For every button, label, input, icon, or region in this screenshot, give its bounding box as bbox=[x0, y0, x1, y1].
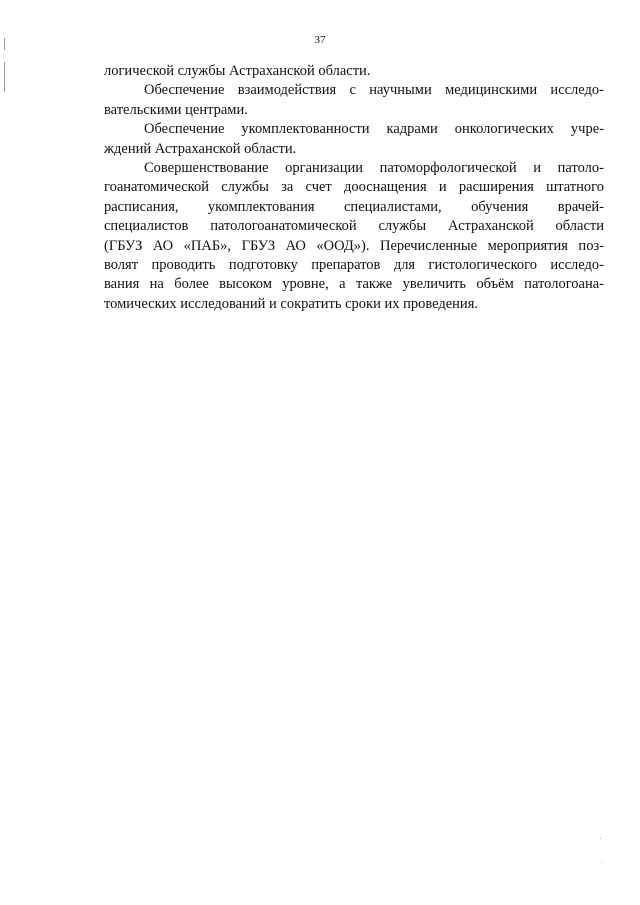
scan-speck bbox=[601, 862, 602, 863]
body-text bbox=[104, 62, 604, 314]
text-line: ждений Астраханской области. bbox=[104, 140, 297, 157]
scan-speck bbox=[600, 838, 601, 839]
text-line: логической службы Астраханской области. bbox=[104, 63, 371, 79]
scan-edge-mark bbox=[4, 38, 5, 50]
text-line: Обеспечение укомплектованности кадрами онкологических учре- bbox=[144, 121, 604, 138]
text-line: гоанатомической службы за счет дооснащения и расширения штатного bbox=[104, 179, 604, 196]
text-line: волят проводить подготовку препаратов для гистологического исследо- bbox=[104, 256, 604, 273]
text-line: вательскими центрами. bbox=[104, 101, 248, 118]
page-number: 37 bbox=[314, 34, 326, 46]
text-line: специалистов патологоанатомической службы Астраханской области bbox=[104, 218, 604, 235]
text-line: (ГБУЗ АО «ПАБ», ГБУЗ АО «ООД»). Перечисленные мероприятия поз- bbox=[104, 237, 604, 254]
text-line: Совершенствование организации патоморфологической и патоло- bbox=[144, 159, 604, 176]
text-line: Обеспечение взаимодействия с научными медицинскими исследо- bbox=[144, 82, 604, 99]
text-line: расписания, укомплектования специалистами, обучения врачей- bbox=[104, 198, 604, 215]
scan-edge-mark bbox=[4, 62, 5, 92]
text-line: вания на более высоком уровне, а также увеличить объём патологоана- bbox=[104, 276, 604, 293]
text-line: томических исследований и сократить сроки их проведения. bbox=[104, 295, 478, 312]
